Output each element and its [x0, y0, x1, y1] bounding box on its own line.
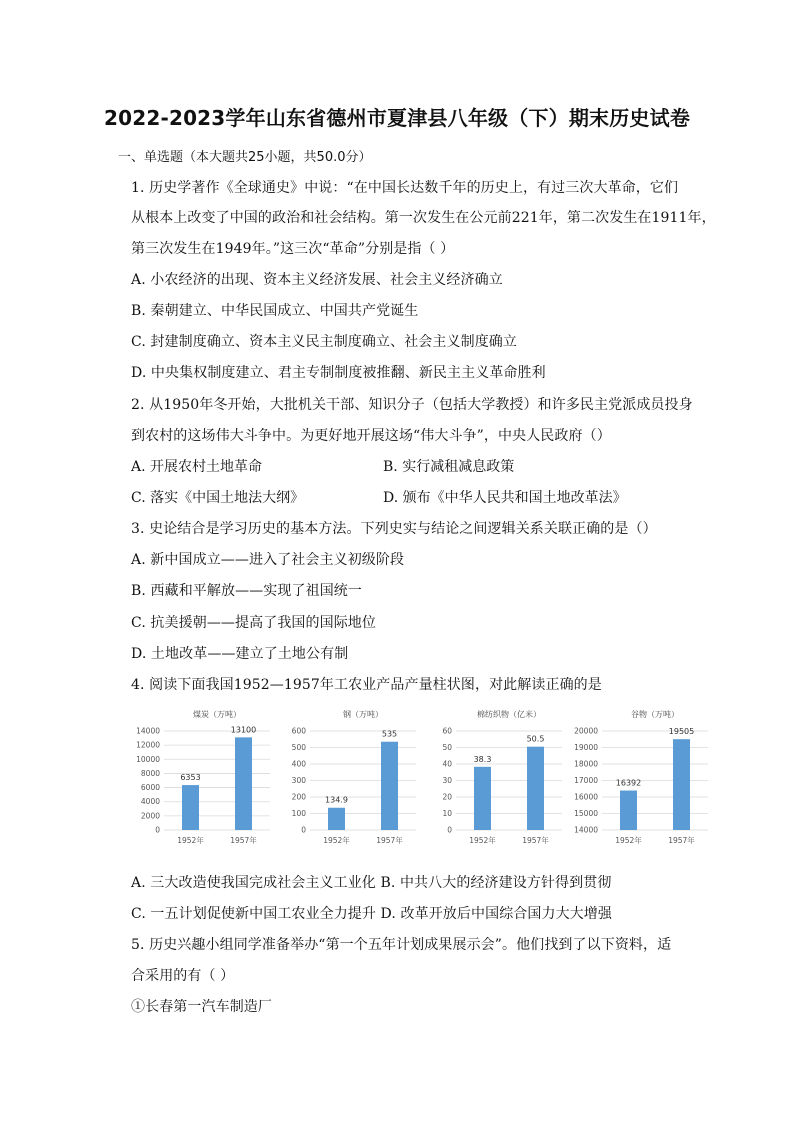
- data-label: 50.5: [526, 734, 545, 744]
- y-tick-label: 0: [301, 825, 306, 835]
- y-tick-label: 0: [447, 825, 452, 835]
- y-tick-label: 300: [291, 776, 306, 785]
- x-tick-label: 1957年: [376, 836, 403, 845]
- q1-stem-line-2: 从根本上改变了中国的政治和社会结构。第一次发生在公元前221年，第二次发生在1911年，: [131, 210, 716, 226]
- y-tick-label: 14000: [136, 726, 160, 736]
- q4-stem-line-1: 4. 阅读下面我国1952—1957年工农业产品产量柱状图，对此解读正确的是: [131, 677, 602, 693]
- q2-option-d[interactable]: D. 颁布《中华人民共和国土地改革法》: [383, 490, 627, 506]
- y-tick-label: 8000: [140, 768, 160, 778]
- section-heading: 一、单选题（本大题共25小题，共50.0分）: [118, 150, 372, 165]
- y-tick-label: 400: [291, 759, 306, 769]
- bar-1: [235, 737, 252, 830]
- y-tick-label: 2000: [140, 811, 160, 821]
- x-tick-label: 1952年: [323, 836, 350, 845]
- chart-title: 谷物（万吨）: [631, 710, 679, 719]
- y-tick-label: 19000: [574, 743, 598, 752]
- production-bar-charts: [130, 705, 710, 855]
- q2-stem-line-1: 2. 从1950年冬开始，大批机关干部、知识分子（包括大学教授）和许多民主党派成员投身: [131, 397, 693, 413]
- x-tick-label: 1952年: [177, 836, 204, 845]
- q1-stem-line-1: 1. 历史学著作《全球通史》中说：“在中国长达数千年的历史上，有过三次大革命，它们: [131, 180, 679, 196]
- q3-option-d[interactable]: D. 土地改革——建立了土地公有制: [131, 646, 349, 662]
- data-label: 16392: [615, 778, 642, 788]
- bar-1: [381, 742, 398, 830]
- data-label: 6353: [180, 773, 201, 783]
- chart-coal: [130, 705, 278, 855]
- y-tick-label: 200: [291, 792, 306, 802]
- y-tick-label: 100: [291, 809, 306, 818]
- bar-0: [328, 808, 345, 830]
- y-tick-label: 60: [442, 726, 452, 736]
- data-label: 38.3: [473, 754, 492, 764]
- chart-steel-svg: [276, 705, 424, 855]
- data-label: 134.9: [325, 795, 348, 805]
- chart-cotton: [422, 705, 570, 855]
- q1-option-a[interactable]: A. 小农经济的出现、资本主义经济发展、社会主义经济确立: [131, 272, 503, 288]
- y-tick-label: 14000: [574, 825, 598, 835]
- q3-option-b[interactable]: B. 西藏和平解放——实现了祖国统一: [131, 583, 362, 599]
- data-label: 535: [381, 729, 398, 739]
- x-tick-label: 1957年: [522, 836, 549, 845]
- chart-grain: [568, 705, 716, 855]
- q2-option-a[interactable]: A. 开展农村土地革命: [131, 459, 263, 475]
- y-tick-label: 50: [442, 743, 452, 752]
- y-tick-label: 500: [291, 743, 306, 752]
- x-tick-label: 1957年: [230, 836, 257, 845]
- y-tick-label: 20: [442, 792, 452, 802]
- q3-option-c[interactable]: C. 抗美援朝——提高了我国的国际地位: [131, 615, 377, 631]
- y-tick-label: 10: [442, 809, 452, 818]
- q4-options-cd[interactable]: C. 一五计划促使新中国工农业全力提升 D. 改革开放后中国综合国力大大增强: [131, 906, 612, 922]
- q5-item-1: ①长春第一汽车制造厂: [131, 999, 272, 1015]
- q1-option-d[interactable]: D. 中央集权制度建立、君主专制制度被推翻、新民主主义革命胜利: [131, 365, 546, 381]
- q1-option-b[interactable]: B. 秦朝建立、中华民国成立、中国共产党诞生: [131, 303, 419, 319]
- chart-title: 钢（万吨）: [343, 710, 383, 719]
- y-tick-label: 15000: [574, 809, 598, 818]
- y-tick-label: 18000: [574, 759, 598, 769]
- y-tick-label: 6000: [140, 783, 160, 793]
- chart-grain-svg: [568, 705, 716, 855]
- y-tick-label: 40: [442, 759, 452, 769]
- x-tick-label: 1957年: [668, 836, 695, 845]
- y-tick-label: 17000: [574, 776, 598, 785]
- chart-cotton-svg: [422, 705, 570, 855]
- y-tick-label: 30: [442, 776, 452, 785]
- y-tick-label: 0: [155, 825, 160, 835]
- q2-stem-line-2: 到农村的这场伟大斗争中。为更好地开展这场“伟大斗争”，中央人民政府（）: [131, 428, 611, 444]
- bar-1: [527, 747, 544, 830]
- q3-stem-line-1: 3. 史论结合是学习历史的基本方法。下列史实与结论之间逻辑关系关联正确的是（）: [131, 521, 657, 537]
- data-label: 13100: [230, 725, 257, 735]
- chart-coal-svg: [130, 705, 278, 855]
- bar-1: [673, 739, 690, 830]
- q2-option-c[interactable]: C. 落实《中国土地法大纲》: [131, 490, 305, 506]
- chart-title: 煤炭（万吨）: [193, 710, 241, 719]
- bar-0: [474, 767, 491, 830]
- y-tick-label: 10000: [136, 754, 160, 764]
- q5-stem-line-1: 5. 历史兴趣小组同学准备举办“第一个五年计划成果展示会”。他们找到了以下资料，适: [131, 937, 672, 953]
- y-tick-label: 600: [291, 726, 306, 736]
- q5-stem-line-2: 合采用的有（ ）: [131, 968, 235, 984]
- x-tick-label: 1952年: [615, 836, 642, 845]
- data-label: 19505: [668, 727, 695, 737]
- chart-steel: [276, 705, 424, 855]
- chart-title: 棉纺织物（亿米）: [477, 710, 541, 719]
- q1-stem-line-3: 第三次发生在1949年。”这三次“革命”分别是指（ ）: [131, 241, 455, 257]
- y-tick-label: 16000: [574, 792, 598, 802]
- q2-option-b[interactable]: B. 实行减租减息政策: [383, 459, 515, 475]
- q1-option-c[interactable]: C. 封建制度确立、资本主义民主制度确立、社会主义制度确立: [131, 334, 518, 350]
- y-tick-label: 12000: [136, 740, 160, 750]
- q3-option-a[interactable]: A. 新中国成立——进入了社会主义初级阶段: [131, 552, 405, 568]
- x-tick-label: 1952年: [469, 836, 496, 845]
- page-title: 2022-2023学年山东省德州市夏津县八年级（下）期末历史试卷: [103, 106, 691, 130]
- bar-0: [620, 791, 637, 830]
- y-tick-label: 4000: [140, 797, 160, 807]
- bar-0: [182, 785, 199, 830]
- y-tick-label: 20000: [574, 726, 598, 736]
- q4-options-ab[interactable]: A. 三大改造使我国完成社会主义工业化 B. 中共八大的经济建设方针得到贯彻: [131, 875, 612, 891]
